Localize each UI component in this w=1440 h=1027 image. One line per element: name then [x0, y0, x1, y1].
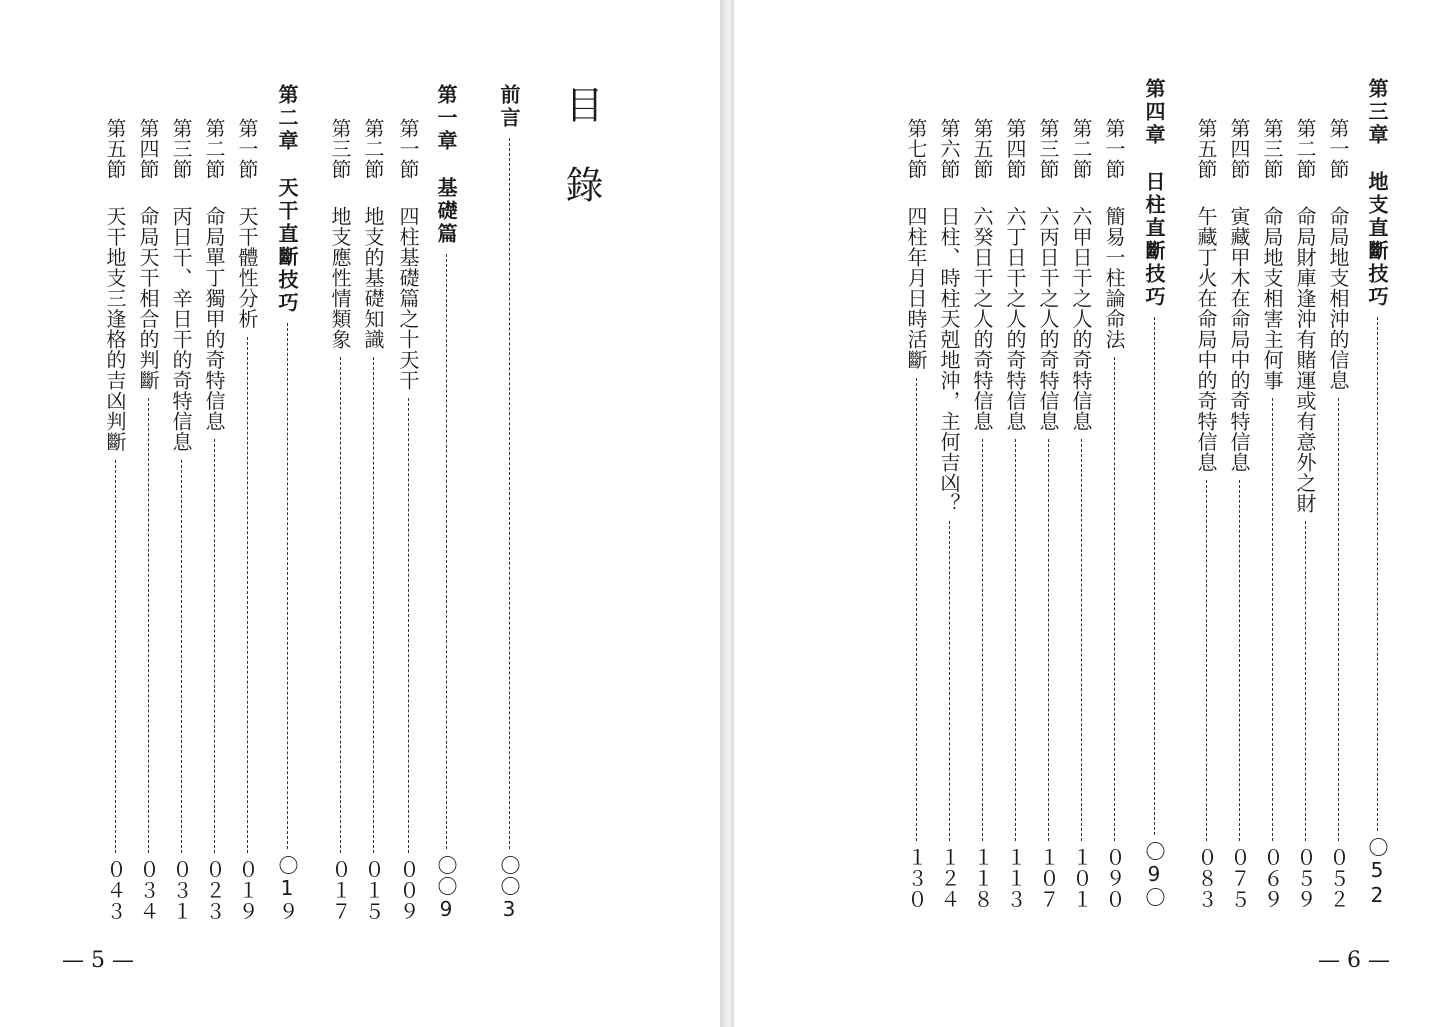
toc-entry-section[interactable]: [230, 118, 264, 922]
toc-entry-section[interactable]: [1031, 118, 1065, 910]
toc-entry-section[interactable]: [98, 118, 132, 922]
entry-label: 第一節: [235, 118, 259, 180]
entry-title: 地支的基礎知識: [361, 205, 385, 349]
entry-label: 第三節: [1036, 118, 1060, 180]
dotted-leader: [148, 398, 149, 853]
toc-entry-section[interactable]: [965, 118, 999, 910]
right-page: [734, 0, 1440, 1027]
dotted-leader: [982, 439, 983, 841]
entry-page: ０４３: [103, 859, 127, 922]
entry-title: 命局地支相害主何事: [1260, 205, 1284, 390]
entry-title: 地支直斷技巧: [1365, 171, 1389, 309]
entry-label: 第一節: [396, 118, 420, 180]
entry-title: 命局天干相合的判斷: [136, 205, 160, 390]
entry-page: ０３１: [169, 859, 193, 922]
toc-entry-section[interactable]: [164, 118, 198, 922]
entry-title: 地支應性情類象: [328, 205, 352, 349]
dotted-leader: [408, 398, 409, 853]
dotted-leader: [373, 357, 374, 853]
dotted-leader: [949, 521, 950, 841]
entry-label: 前言: [497, 84, 521, 130]
book-gutter: [720, 0, 734, 1027]
dotted-leader: [1305, 521, 1306, 841]
toc-title: 目錄: [559, 85, 603, 245]
toc-entry-section[interactable]: [1288, 118, 1322, 910]
entry-label: 第三節: [1260, 118, 1284, 180]
dotted-leader: [115, 460, 116, 854]
entry-title: 六癸日干之人的奇特信息: [970, 205, 994, 431]
entry-title: 四柱年月日時活斷: [904, 205, 928, 370]
dotted-leader: [1015, 439, 1016, 841]
entry-page: 〇〇9: [434, 855, 458, 922]
dotted-leader: [1081, 439, 1082, 841]
entry-label: 第四節: [136, 118, 160, 180]
entry-title: 丙日干、辛日干的奇特信息: [169, 205, 193, 452]
entry-title: 命局單丁獨甲的奇特信息: [202, 205, 226, 431]
toc-entry-chapter-2[interactable]: [270, 84, 304, 922]
entry-page: ０１７: [328, 859, 352, 922]
dotted-leader: [509, 138, 510, 849]
entry-label: 第二章: [275, 84, 299, 153]
toc-entry-section[interactable]: [1255, 118, 1289, 910]
entry-page: 〇1９: [275, 855, 299, 922]
entry-label: 第二節: [1069, 118, 1093, 180]
toc-entry-section[interactable]: [1189, 118, 1223, 910]
entry-title: 寅藏甲木在命局中的奇特信息: [1227, 205, 1251, 472]
dotted-leader: [1272, 398, 1273, 841]
entry-page: ０２３: [202, 859, 226, 922]
entry-title: 天干地支三逢格的吉凶判斷: [103, 205, 127, 452]
entry-page: １０７: [1036, 847, 1060, 910]
entry-title: 天干體性分析: [235, 205, 259, 329]
toc-entry-chapter-4[interactable]: [1137, 78, 1171, 908]
entry-title: 四柱基礎篇之十天干: [396, 205, 420, 390]
entry-page: ０１５: [361, 859, 385, 922]
dotted-leader: [247, 337, 248, 854]
dotted-leader: [181, 460, 182, 854]
entry-label: 第一章: [434, 84, 458, 153]
entry-label: 第二節: [202, 118, 226, 180]
entry-title: 六甲日干之人的奇特信息: [1069, 205, 1093, 431]
dotted-leader: [1154, 317, 1155, 835]
dotted-leader: [1239, 480, 1240, 841]
toc-entry-section[interactable]: [1064, 118, 1098, 910]
entry-page: ０５２: [1326, 847, 1350, 910]
entry-page: ０１９: [235, 859, 259, 922]
entry-page: 〇52: [1365, 837, 1389, 908]
dotted-leader: [446, 254, 447, 849]
entry-page: ０６９: [1260, 847, 1284, 910]
toc-entry-section[interactable]: [1222, 118, 1256, 910]
entry-page: １２４: [937, 847, 961, 910]
entry-page: １０１: [1069, 847, 1093, 910]
entry-label: 第一節: [1102, 118, 1126, 180]
entry-page: ０７５: [1227, 847, 1251, 910]
toc-entry-section[interactable]: [1097, 118, 1131, 910]
entry-label: 第六節: [937, 118, 961, 180]
entry-title: 六丁日干之人的奇特信息: [1003, 205, 1027, 431]
entry-label: 第二節: [361, 118, 385, 180]
dotted-leader: [1377, 317, 1378, 831]
toc-entry-section[interactable]: [356, 118, 390, 922]
entry-label: 第五節: [1194, 118, 1218, 180]
dotted-leader: [340, 357, 341, 853]
entry-label: 第五節: [103, 118, 127, 180]
entry-title: 天干直斷技巧: [275, 177, 299, 315]
page-number-right: — 6 —: [1318, 948, 1390, 973]
entry-label: 第三節: [328, 118, 352, 180]
dotted-leader: [1048, 439, 1049, 841]
dotted-leader: [1338, 398, 1339, 841]
entry-page: ０９０: [1102, 847, 1126, 910]
dotted-leader: [1206, 480, 1207, 841]
entry-label: 第四章: [1142, 78, 1166, 147]
toc-entry-section[interactable]: [998, 118, 1032, 910]
entry-page: 〇〇3: [497, 855, 521, 922]
toc-entry-preface[interactable]: [492, 84, 526, 922]
dotted-leader: [1114, 357, 1115, 841]
toc-entry-section[interactable]: [391, 118, 425, 922]
entry-label: 第三章: [1365, 78, 1389, 147]
entry-page: ０８３: [1194, 847, 1218, 910]
entry-page: ００９: [396, 859, 420, 922]
entry-title: 命局地支相沖的信息: [1326, 205, 1350, 390]
toc-entry-section[interactable]: [899, 118, 933, 910]
toc-entry-section[interactable]: [197, 118, 231, 922]
entry-page: 〇9〇: [1142, 841, 1166, 908]
dotted-leader: [287, 323, 288, 849]
entry-page: ０５９: [1293, 847, 1317, 910]
page-number-left: — 5 —: [62, 948, 134, 973]
entry-title: 簡易一柱論命法: [1102, 205, 1126, 349]
entry-title: 日柱、時柱天剋地沖，主何吉凶？: [937, 205, 961, 513]
toc-entry-section[interactable]: [323, 118, 357, 922]
entry-title: 基礎篇: [434, 177, 458, 246]
entry-label: 第五節: [970, 118, 994, 180]
entry-label: 第四節: [1003, 118, 1027, 180]
entry-label: 第四節: [1227, 118, 1251, 180]
toc-entry-section[interactable]: [131, 118, 165, 922]
entry-page: １１３: [1003, 847, 1027, 910]
entry-title: 日柱直斷技巧: [1142, 171, 1166, 309]
entry-page: １３０: [904, 847, 928, 910]
entry-label: 第三節: [169, 118, 193, 180]
toc-entry-section[interactable]: [1321, 118, 1355, 910]
entry-label: 第一節: [1326, 118, 1350, 180]
toc-entry-section[interactable]: [932, 118, 966, 910]
entry-title: 六丙日干之人的奇特信息: [1036, 205, 1060, 431]
entry-page: １１８: [970, 847, 994, 910]
entry-page: ０３４: [136, 859, 160, 922]
entry-title: 命局財庫逢沖有賭運或有意外之財: [1293, 205, 1317, 513]
entry-title: 午藏丁火在命局中的奇特信息: [1194, 205, 1218, 472]
entry-label: 第七節: [904, 118, 928, 180]
toc-entry-chapter-3[interactable]: [1360, 78, 1394, 908]
dotted-leader: [214, 439, 215, 853]
entry-label: 第二節: [1293, 118, 1317, 180]
dotted-leader: [916, 378, 917, 842]
toc-entry-chapter-1[interactable]: [429, 84, 463, 922]
